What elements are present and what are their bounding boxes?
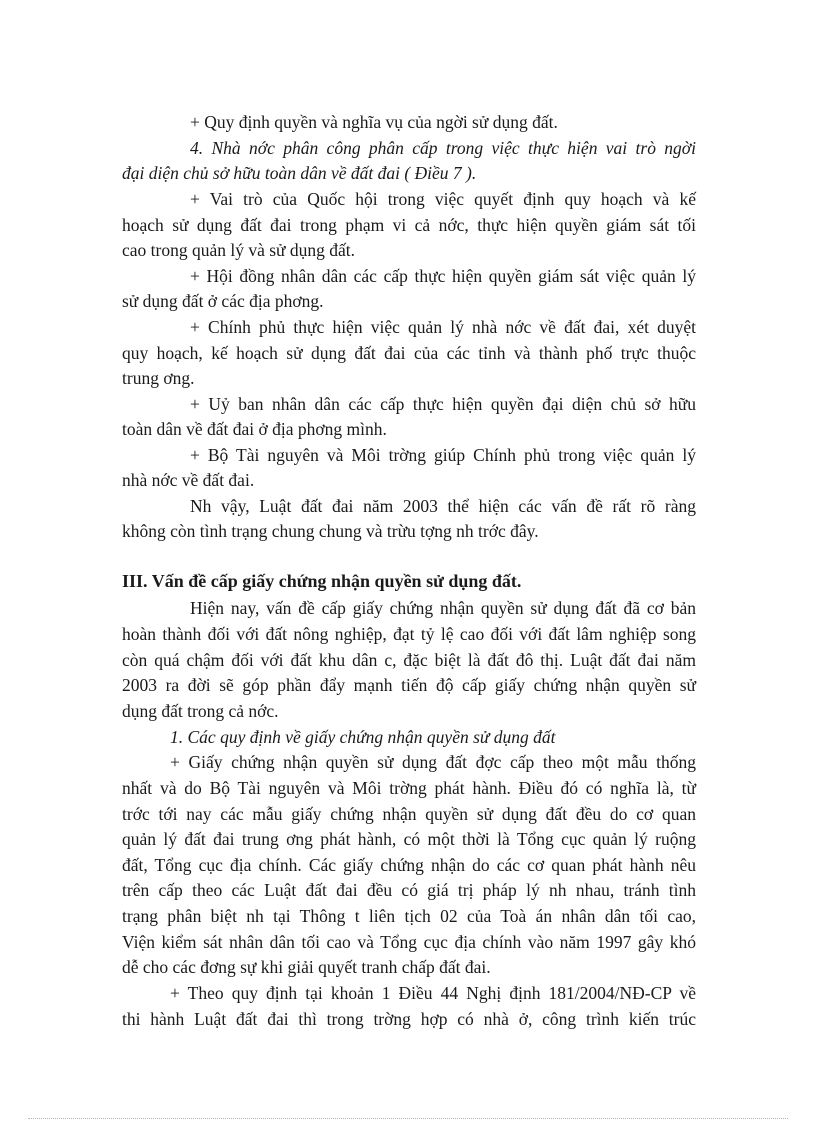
text-line: Viện kiểm sát nhân dân tối cao và Tổng cục địa chính vào năm 1997 gây khó bbox=[122, 932, 696, 952]
text-line: Nh vậy, Luật đất đai năm 2003 thể hiện các vấn đề rất rõ ràng bbox=[190, 496, 696, 516]
text-line: sử dụng đất ở các địa phơng. bbox=[122, 291, 324, 311]
subsection-heading: 1. Các quy định về giấy chứng nhận quyền sử dụng đất bbox=[170, 727, 556, 747]
text-line: còn quá chậm đối với đất khu dân c, đặc biệt là đất đô thị. Luật đất đai năm bbox=[122, 650, 696, 670]
text-line: trạng phân biệt nh tại Thông t liên tịch 02 của Toà án nhân dân tối cao, bbox=[122, 906, 696, 926]
text-line: + Vai trò của Quốc hội trong việc quyết định quy hoạch và kế bbox=[190, 189, 696, 209]
text-line: + Quy định quyền và nghĩa vụ của ngời sử dụng đất. bbox=[190, 112, 558, 132]
text-line: cao trong quản lý và sử dụng đất. bbox=[122, 240, 356, 260]
text-line: quy hoạch, kế hoạch sử dụng đất đai của các tỉnh và thành phố trực thuộc bbox=[122, 343, 696, 363]
text-line: quản lý đất đai trung ơng phát hành, có một thời là Tổng cục quản lý ruộng bbox=[122, 829, 696, 849]
text-line: dễ cho các đơng sự khi giải quyết tranh chấp đất đai. bbox=[122, 957, 491, 977]
text-line: dụng đất trong cả nớc. bbox=[122, 701, 279, 721]
text-line: hoàn thành đối với đất nông nghiệp, đạt tỷ lệ cao đối với đất lâm nghiệp song bbox=[122, 624, 696, 644]
text-line: hoạch sử dụng đất đai trong phạm vi cả nớc, thực hiện quyền giám sát tối bbox=[122, 215, 696, 235]
text-line: + Bộ Tài nguyên và Môi trờng giúp Chính phủ trong việc quản lý bbox=[190, 445, 696, 465]
text-line: đại diện chủ sở hữu toàn dân về đất đai ( Điều 7 ). bbox=[122, 163, 477, 183]
page-footer-divider bbox=[28, 1118, 788, 1119]
text-line: + Giấy chứng nhận quyền sử dụng đất đợc cấp theo một mẫu thống bbox=[170, 752, 696, 772]
section-heading: III. Vấn đề cấp giấy chứng nhận quyền sử dụng đất. bbox=[122, 571, 522, 591]
text-line: 2003 ra đời sẽ góp phần đẩy mạnh tiến độ cấp giấy chứng nhận quyền sử bbox=[122, 675, 696, 695]
text-line: trên cấp theo các Luật đất đai đều có giá trị pháp lý nh nhau, tránh tình bbox=[122, 880, 696, 900]
text-line: nhất và do Bộ Tài nguyên và Môi trờng phát hành. Điều đó có nghĩa là, từ bbox=[122, 778, 696, 798]
text-line: thi hành Luật đất đai thì trong trờng hợp có nhà ở, công trình kiến trúc bbox=[122, 1009, 696, 1029]
text-line: + Uỷ ban nhân dân các cấp thực hiện quyền đại diện chủ sở hữu bbox=[190, 394, 696, 414]
text-line: + Hội đồng nhân dân các cấp thực hiện quyền giám sát việc quản lý bbox=[190, 266, 696, 286]
text-line: trung ơng. bbox=[122, 368, 195, 388]
text-line: toàn dân về đất đai ở địa phơng mình. bbox=[122, 419, 387, 439]
text-line: không còn tình trạng chung chung và trừu tợng nh trớc đây. bbox=[122, 521, 539, 541]
text-line: nhà nớc về đất đai. bbox=[122, 470, 255, 490]
text-line: Hiện nay, vấn đề cấp giấy chứng nhận quyền sử dụng đất đã cơ bản bbox=[190, 598, 696, 618]
text-line: 4. Nhà nớc phân công phân cấp trong việc thực hiện vai trò ngời bbox=[190, 138, 696, 158]
text-line: + Theo quy định tại khoản 1 Điều 44 Nghị định 181/2004/NĐ-CP về bbox=[170, 983, 696, 1003]
text-line: trớc tới nay các mẫu giấy chứng nhận quyền sử dụng đất đều do cơ quan bbox=[122, 804, 696, 824]
text-line: đất, Tổng cục địa chính. Các giấy chứng nhận do các cơ quan phát hành nêu bbox=[122, 855, 696, 875]
text-line: + Chính phủ thực hiện việc quản lý nhà nớc về đất đai, xét duyệt bbox=[190, 317, 696, 337]
